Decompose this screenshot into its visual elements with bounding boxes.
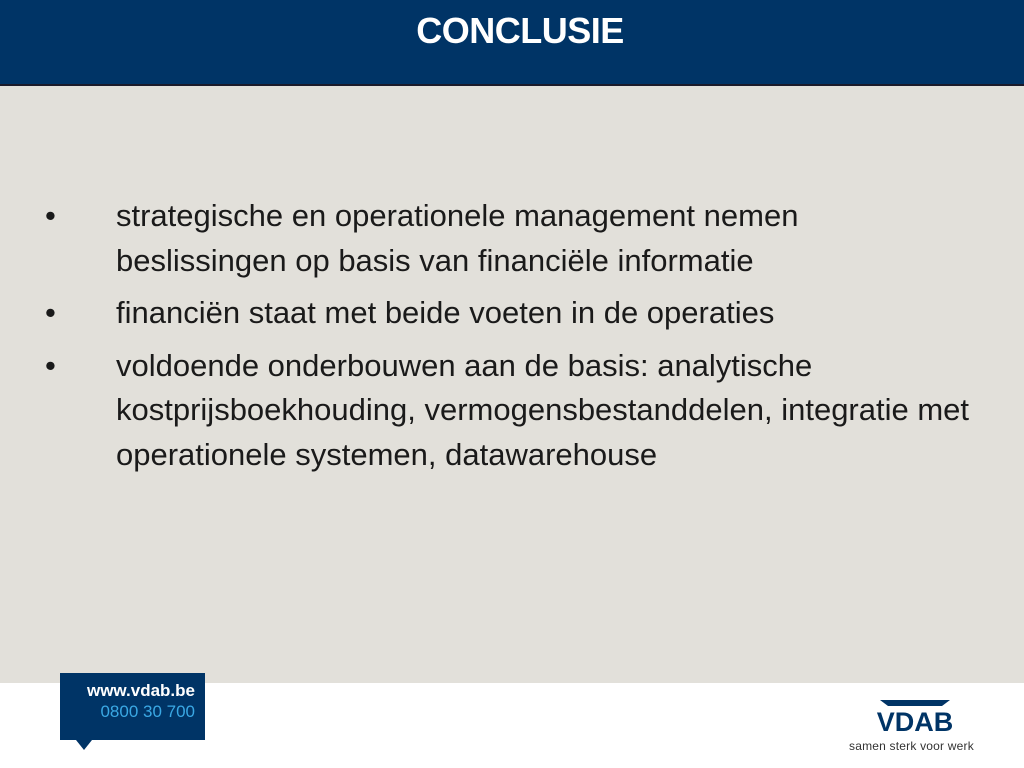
bullet-text: strategische en operationele management nemen beslissingen op basis van financiële informatie <box>116 198 799 278</box>
slide-title: CONCLUSIE <box>416 10 624 51</box>
bullet-item <box>0 344 976 478</box>
logo-tagline: samen sterk voor werk <box>849 739 974 753</box>
website-link[interactable]: www.vdab.be <box>86 681 195 700</box>
logo-text: VDAB <box>876 707 954 735</box>
logo-roof-shape <box>880 700 950 706</box>
phone-number: 0800 30 700 <box>100 702 195 721</box>
bullet-list <box>0 194 1024 485</box>
bullet-dot: • <box>45 198 56 233</box>
bullet-dot: • <box>45 295 56 330</box>
slide-header <box>0 0 1024 86</box>
bullet-text: voldoende onderbouwen aan de basis: analytische kostprijsboekhouding, vermogensbestanddelen, integratie met operationele systemen, datawarehouse <box>116 347 970 472</box>
slide-content <box>0 86 1024 683</box>
bullet-dot: • <box>45 347 56 383</box>
contact-box <box>60 673 205 740</box>
bullet-item <box>0 194 976 283</box>
bullet-text: financiën staat met beide voeten in de operaties <box>116 295 775 330</box>
contact-box-pointer <box>76 740 92 750</box>
bullet-item <box>0 291 976 336</box>
vdab-logo <box>870 697 960 735</box>
